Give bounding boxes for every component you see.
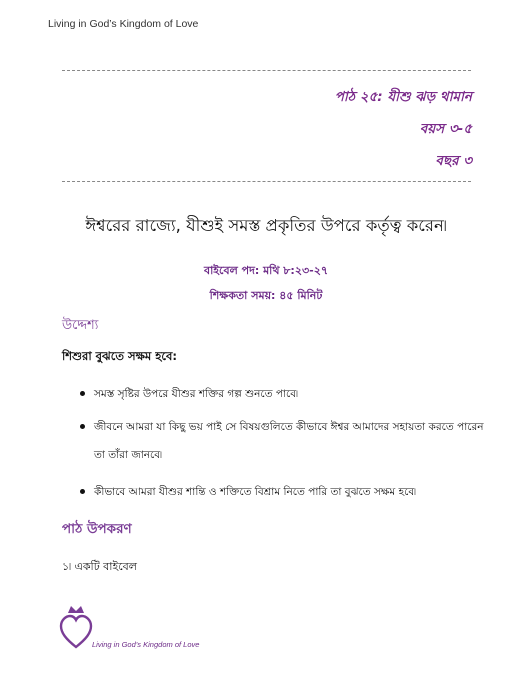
material-item: ১৷ একটি বাইবেল: [62, 560, 137, 573]
list-item: [80, 413, 490, 469]
year-label: বছর ৩: [435, 153, 472, 169]
footer-text: Living in God’s Kingdom of Love: [92, 640, 200, 649]
list-item-text: কীভাবে আমরা যীশুর শান্তি ও শক্তিতে বিশ্রাম নিতে পারি তা বুঝতে সক্ষম হবে৷: [94, 486, 416, 498]
list-item-text: সমস্ত সৃষ্টির উপরে যীশুর শক্তির গল্প শুনতে পাবে৷: [94, 388, 298, 400]
page-title: ঈশ্বরের রাজ্যে, যীশুই সমস্ত প্রকৃতির উপরে কর্তৃত্ব করেন৷: [85, 216, 447, 235]
bullet-icon: [80, 424, 85, 429]
materials-heading: পাঠ উপকরণ: [62, 521, 132, 537]
top-divider: [62, 70, 471, 71]
teaching-time: শিক্ষকতা সময়: ৪৫ মিনিট: [209, 289, 323, 302]
list-item-text: জীবনে আমরা যা কিছু ভয় পাই সে বিষয়গুলিতে কীভাবে ঈশ্বর আমাদের সহায়তা করতে পারেন তা তাঁরা জানবে৷: [94, 421, 484, 461]
list-item: [80, 478, 490, 506]
bible-verse: বাইবেল পদ: মথি ৮:২৩-২৭: [204, 264, 328, 277]
bottom-divider: [62, 181, 471, 182]
running-head: Living in God’s Kingdom of Love: [48, 18, 199, 30]
bullet-icon: [80, 489, 85, 494]
list-item: [80, 380, 490, 408]
objectives-heading: উদ্দেশ্য: [62, 318, 99, 333]
lesson-label: পাঠ ২৫: যীশু ঝড় থামান: [334, 89, 472, 105]
objectives-intro: শিশুরা বুঝতে সক্ষম হবে:: [62, 349, 177, 363]
bullet-icon: [80, 391, 85, 396]
age-label: বয়স ৩-৫: [419, 121, 472, 137]
crown-heart-icon: [58, 603, 94, 653]
